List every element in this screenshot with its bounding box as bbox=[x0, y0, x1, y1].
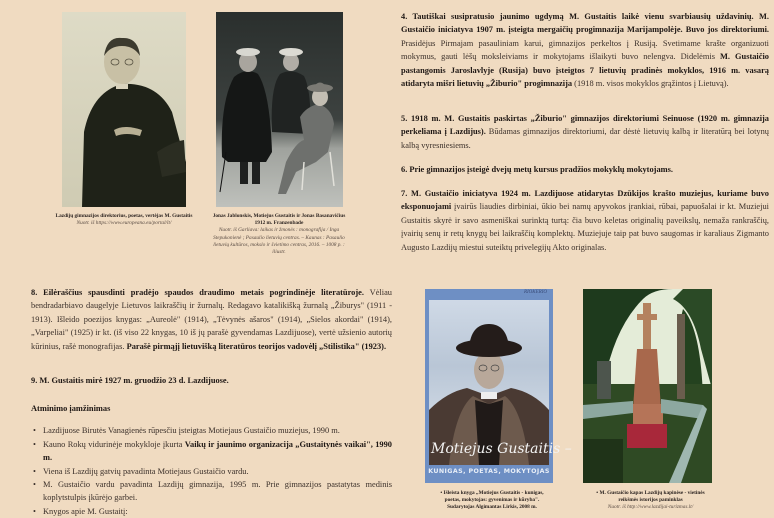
portrait-caption-source: Nuotr. iš https://www.europeana.eu/portal/lt/ bbox=[76, 220, 172, 227]
grave-photo bbox=[583, 289, 712, 483]
section-8-text-1: Vėliau bendradarbiavo daugelyje Lietuvos laikraščių ir žurnalų. Redagavo katalikišką žurnalą „Žiburys" (1911 - 1913). Išleido poezijos knygas: „Aureolė" (1914), „Tėvynės ašaros" (1914), „Sielos akordai" (1914), „Varpeliai" (1925) ir kt. (iš viso 22 knygas, 10 iš jų parašė gyvendamas Lazdijuose), vertė užsienio autorių kūrinius, rašė monografijas. bbox=[31, 288, 392, 351]
portrait-caption-title: Lazdijų gimnazijos direktorius, poetas, vertėjas M. Gustaitis bbox=[55, 213, 193, 219]
section-4 bbox=[401, 10, 769, 90]
section-5-text-1: Būdamas gimnazijos direktoriumi, dar dėstė lietuvių kalbą ir literatūrą bei lotynų kalbą vyresniesiems. bbox=[401, 127, 769, 150]
memorial-item bbox=[31, 478, 392, 505]
section-7 bbox=[401, 187, 769, 254]
section-9-bold-1: 9. M. Gustaitis mirė 1927 m. gruodžio 23 d. Lazdijuose. bbox=[31, 376, 229, 385]
grave-photo-image bbox=[583, 289, 712, 483]
portrait-caption bbox=[55, 213, 193, 227]
section-5-bold-1: 5. 1918 m. M. Gustaitis paskirtas „Žiburio" gimnazijos direktoriumi Seinuose (1920 m. gimnazija perkeliama į Lazdijus). bbox=[401, 114, 769, 137]
section-7-text-1: įvairūs liaudies dirbiniai, ūkio bei namų apyvokos įrankiai, rūbai, papuošalai ir kt. Muziejui Gustaitis skyrė ir savo asmeniškai surinktą turtą: čia buvo keletas originalių paveikslų, nemaža rankraščių, įvairių senų ir retų knygų bei laikraščių komplektų. Muziejuje taip pat buvo saugomas ir karaliaus Zigmanto Augusto Lazdijų miestui suteiktų privelegijų Akto originalas. bbox=[401, 202, 769, 252]
section-4-bold-1: 4. Tautiškai susipratusio jaunimo ugdymą M. Gustaitis laikė vienu svarbiausių uždavinių. M. Gustaičio iniciatyva 1907 m. įsteigta mergaičių progimnazija Marijampolėje. Buvo jos direktoriumi. bbox=[401, 12, 769, 35]
book-caption-text: Išleista knyga „Motiejus Gustaitis - kunigas, poetas, mokytojas: gyvenimas ir kūryba". Sudarytojas Algimantas Lirkis, 2008 m. bbox=[443, 490, 544, 511]
memorial-item bbox=[31, 424, 392, 437]
portrait-photo bbox=[62, 12, 186, 207]
grave-caption-source: Nuotr. iš http://www.lazdijai-turizmas.lt/ bbox=[607, 504, 694, 511]
memorial-item bbox=[31, 505, 392, 518]
portrait-photo-image bbox=[62, 12, 186, 207]
section-6-bold-1: 6. Prie gimnazijos įsteigė dvejų metų kursus pradžios mokyklų mokytojams. bbox=[401, 165, 673, 174]
book-cover-title: Motiejus Gustaitis – bbox=[431, 441, 572, 457]
section-4-text-1: Prasidėjus Pirmajam pasauliniam karui, gimnazijos perkeltos į Rusiją. Svetimame krašte organizuoti mokymus, gauti lėšų moksleiviams ir mokytojams išlaikyti buvo nelengva. Didelėmis bbox=[401, 38, 769, 62]
section-6 bbox=[401, 163, 769, 176]
group-caption bbox=[208, 213, 350, 256]
section-8-bold-1: 8. Eilėraščius spausdinti pradėjo spaudos draudimo metais pogrindinėje literatūroje. bbox=[31, 288, 364, 297]
memorial-item-text: M. Gustaičio vardu pavadinta Lazdijų gimnazija, 1995 m. Prie gimnazijos pastatytas medinis koplytstulpis įkūrėjo garbei. bbox=[43, 480, 392, 503]
group-caption-title: Jonas Jablonskis, Motiejus Gustaitis ir Jonas Basanavičius 1912 m. Franzenbade bbox=[212, 213, 346, 227]
bullet: • bbox=[596, 490, 600, 496]
group-photo-image bbox=[216, 12, 343, 207]
grave-caption-title: M. Gustaičio kapas Lazdijų kapinėse - vietinės reikšmės istorijos paminklas bbox=[599, 490, 705, 504]
section-4-text-2: (1918 m. visos mokyklos grąžintos į Lietuvą). bbox=[572, 79, 729, 89]
group-photo bbox=[216, 12, 343, 207]
bullet: • bbox=[440, 490, 444, 496]
memorial-title: Atminimo įamžinimas bbox=[31, 404, 111, 413]
memorial-section bbox=[31, 402, 392, 518]
memorial-item-bold: Vaikų ir jaunimo organizacija „Gustaitynės vaikai", 1990 m. bbox=[43, 439, 392, 463]
memorial-item-text: Viena iš Lazdijų gatvių pavadinta Motiejaus Gustaičio vardu. bbox=[43, 466, 249, 476]
section-4-bold-2: M. Gustaičio pastangomis Jaroslavlyje (Rusija) buvo įsteigtos 7 lietuvių pradinės mokyklos, 1916 m. vasarą atidaryta mišri lietuvių „Žiburio" progimnazija bbox=[401, 52, 769, 89]
section-5 bbox=[401, 112, 769, 152]
book-cover-subtitle: KUNIGAS, POETAS, MOKYTOJAS bbox=[428, 468, 550, 475]
memorial-item-text: Kauno Rokų vidurinėje mokykloje įkurta bbox=[43, 439, 185, 449]
book-caption bbox=[432, 490, 552, 512]
book-cover-corner-text: RIOKERIO bbox=[523, 290, 547, 295]
memorial-item-text: Knygos apie M. Gustaitį: bbox=[43, 506, 128, 516]
section-7-bold-1: 7. M. Gustaičio iniciatyva 1924 m. Lazdijuose atidarytas Dzūkijos krašto muziejus, kuriame buvo eksponuojami bbox=[401, 189, 769, 212]
memorial-item bbox=[31, 438, 392, 465]
section-8-bold-2: Parašė pirmąjį lietuvišką literatūros teorijos vadovėlį „Stilistika" (1923). bbox=[126, 341, 387, 351]
section-9 bbox=[31, 374, 392, 387]
memorial-list bbox=[31, 424, 392, 518]
section-8 bbox=[31, 286, 392, 353]
group-caption-source: Nuotr. iš Garliava: laikas ir žmonės : monografija / Inga Stepukonienė ; Pasaulio lietuvių centras. – Kaunas : Pasaulio lietuvių kultūros, mokslo ir švietimo centras, 2016. – 1008 p. : iliustr. bbox=[213, 227, 345, 256]
book-cover bbox=[425, 289, 572, 483]
memorial-item-text: Lazdijuose Birutės Vanagienės rūpesčiu įsteigtas Motiejaus Gustaičio muziejus, 1990 m. bbox=[43, 426, 340, 436]
grave-caption bbox=[588, 490, 713, 512]
memorial-item bbox=[31, 465, 392, 478]
